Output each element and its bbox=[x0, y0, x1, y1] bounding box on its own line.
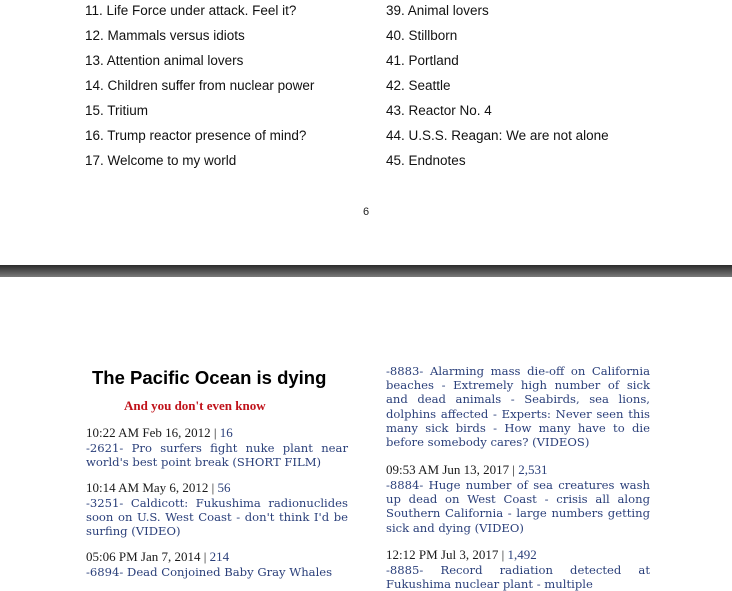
entry-text[interactable]: -8885- Record radiation detected at Fukushima nuclear plant - multiple bbox=[386, 563, 650, 591]
toc-item: 41. Portland bbox=[386, 53, 459, 68]
toc-item: 14. Children suffer from nuclear power bbox=[85, 78, 315, 93]
news-entry bbox=[386, 462, 650, 535]
toc-item: 39. Animal lovers bbox=[386, 3, 489, 18]
entry-count[interactable]: 2,531 bbox=[518, 462, 548, 477]
article-headline: The Pacific Ocean is dying bbox=[92, 367, 327, 388]
news-entry bbox=[386, 364, 650, 449]
entry-text[interactable]: -8884- Huge number of sea creatures wash up dead on West Coast - crisis all along Southern California - large numbers getting sick and dying (VIDEO) bbox=[386, 478, 650, 535]
entry-time: 10:22 AM Feb 16, 2012 bbox=[86, 425, 211, 440]
entry-separator: | bbox=[200, 549, 210, 564]
entry-count[interactable]: 1,492 bbox=[507, 547, 537, 562]
page-number: 6 bbox=[362, 206, 370, 218]
news-entry bbox=[86, 549, 348, 579]
entry-separator: | bbox=[208, 480, 218, 495]
article-subheadline: And you don't even know bbox=[124, 398, 266, 413]
page-separator bbox=[0, 265, 732, 277]
entry-timestamp bbox=[386, 547, 650, 563]
entry-time: 12:12 PM Jul 3, 2017 bbox=[386, 547, 499, 562]
news-entry bbox=[86, 425, 348, 469]
entry-text[interactable]: -3251- Caldicott: Fukushima radionuclides soon on U.S. West Coast - don't think I'd be surfing (VIDEO) bbox=[86, 496, 348, 539]
entry-text[interactable]: -2621- Pro surfers fight nuke plant near world's best point break (SHORT FILM) bbox=[86, 441, 348, 470]
news-entry bbox=[86, 480, 348, 539]
entry-separator: | bbox=[509, 462, 519, 477]
entry-timestamp bbox=[86, 425, 348, 441]
toc-item: 12. Mammals versus idiots bbox=[85, 28, 245, 43]
toc-left-column bbox=[85, 0, 314, 175]
entry-timestamp bbox=[386, 462, 650, 478]
entry-count[interactable]: 214 bbox=[209, 549, 230, 564]
toc-item: 44. U.S.S. Reagan: We are not alone bbox=[386, 128, 609, 143]
entry-timestamp bbox=[86, 480, 348, 496]
toc-right-column bbox=[386, 0, 609, 175]
document-page-bottom bbox=[0, 277, 732, 591]
entry-count[interactable]: 16 bbox=[219, 425, 233, 440]
entry-time: 05:06 PM Jan 7, 2014 bbox=[86, 549, 201, 564]
entry-text[interactable]: -6894- Dead Conjoined Baby Gray Whales bbox=[86, 565, 333, 579]
toc-item: 42. Seattle bbox=[386, 78, 451, 93]
entry-time: 10:14 AM May 6, 2012 bbox=[86, 480, 209, 495]
document-page-top bbox=[0, 0, 732, 265]
toc-item: 43. Reactor No. 4 bbox=[386, 103, 492, 118]
toc-item: 13. Attention animal lovers bbox=[85, 53, 244, 68]
entry-separator: | bbox=[498, 547, 508, 562]
toc-item: 17. Welcome to my world bbox=[85, 153, 237, 168]
toc-item: 11. Life Force under attack. Feel it? bbox=[85, 3, 297, 18]
news-entry bbox=[386, 547, 650, 591]
entry-timestamp bbox=[86, 549, 348, 565]
toc-item: 45. Endnotes bbox=[386, 153, 466, 168]
entry-separator: | bbox=[210, 425, 220, 440]
entry-time: 09:53 AM Jun 13, 2017 bbox=[386, 462, 510, 477]
toc-item: 15. Tritium bbox=[85, 103, 149, 118]
toc-item: 40. Stillborn bbox=[386, 28, 458, 43]
entry-text[interactable]: -8883- Alarming mass die-off on California beaches - Extremely high number of sick and dead animals - Seabirds, sea lions, dolphins affected - Experts: Never seen this many sick birds - How many have to die before somebody cares? (VIDEOS) bbox=[386, 364, 650, 450]
toc-item: 16. Trump reactor presence of mind? bbox=[85, 128, 307, 143]
entry-count[interactable]: 56 bbox=[217, 480, 231, 495]
